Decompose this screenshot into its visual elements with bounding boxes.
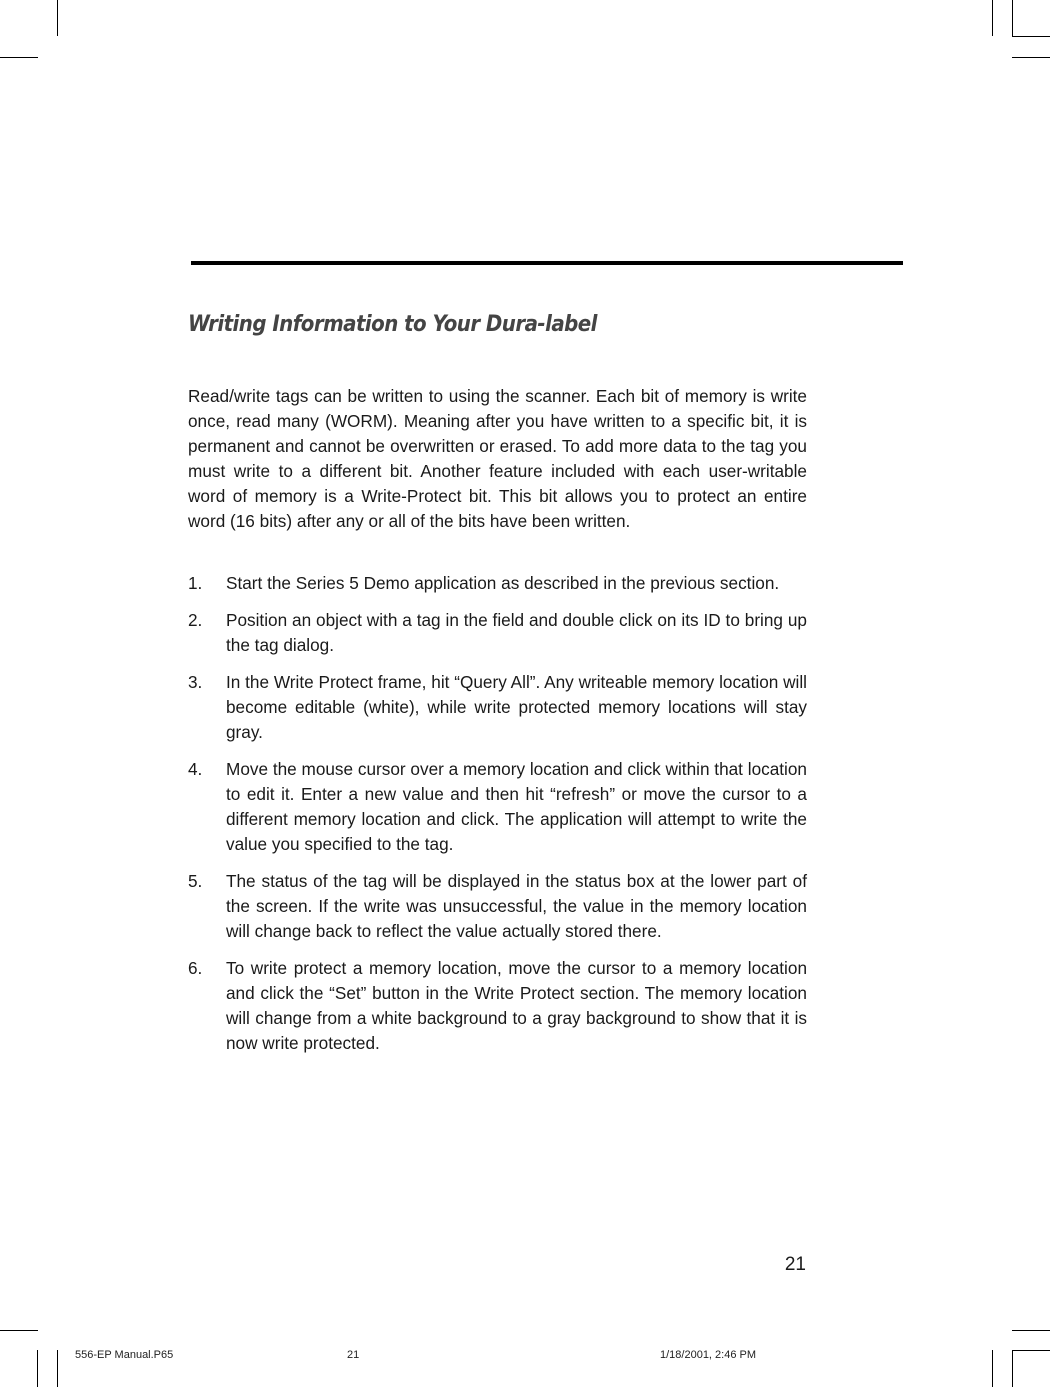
steps-list xyxy=(188,571,807,1068)
step-number: 5. xyxy=(188,871,203,891)
crop-mark-bottom-left-v2 xyxy=(57,1350,58,1387)
crop-mark-top-right-h xyxy=(1012,36,1050,37)
step-text: Position an object with a tag in the field and double click on its ID to bring up the tag dialog. xyxy=(226,610,807,655)
page-number: 21 xyxy=(784,1254,806,1275)
header-rule xyxy=(191,261,903,265)
crop-mark-bottom-right-h2 xyxy=(1012,1350,1050,1351)
list-item xyxy=(188,757,807,857)
slug-page: 21 xyxy=(347,1349,360,1361)
intro-paragraph: Read/write tags can be written to using the scanner. Each bit of memory is write once, read many (WORM). Meaning after you have written to a specific bit, it is permanent and cannot be overwritten or erased. To add more data to the tag you must write to a different bit. Another feature included with each user-writable word of memory is a Write-Protect bit. This bit allows you to protect an entire word (16 bits) after any or all of the bits have been written. xyxy=(188,386,807,531)
step-number: 3. xyxy=(188,672,203,692)
slug-timestamp: 1/18/2001, 2:46 PM xyxy=(660,1349,757,1361)
crop-mark-bottom-right-v2 xyxy=(1012,1350,1013,1387)
list-item xyxy=(188,571,807,596)
step-text: In the Write Protect frame, hit “Query All”. Any writeable memory location will become editable (white), while write protected memory locations will stay gray. xyxy=(226,672,807,742)
crop-mark-top-left-v xyxy=(57,0,58,36)
crop-mark-bottom-left-h xyxy=(0,1330,38,1331)
slug-filename: 556-EP Manual.P65 xyxy=(75,1349,174,1361)
step-number: 6. xyxy=(188,958,203,978)
step-text: To write protect a memory location, move the cursor to a memory location and click the “Set” button in the Write Protect section. The memory location will change from a white background to a gray background to show that it is now write protected. xyxy=(226,958,807,1053)
step-text: Start the Series 5 Demo application as described in the previous section. xyxy=(226,573,780,593)
crop-mark-top-right-v2 xyxy=(1012,0,1013,36)
list-item xyxy=(188,670,807,745)
crop-mark-top-right-v1 xyxy=(992,0,993,36)
step-number: 1. xyxy=(188,573,203,593)
step-number: 2. xyxy=(188,610,203,630)
step-number: 4. xyxy=(188,759,203,779)
crop-mark-top-left-h xyxy=(0,57,38,58)
list-item xyxy=(188,869,807,944)
list-item xyxy=(188,956,807,1056)
crop-mark-bottom-right-v xyxy=(992,1350,993,1387)
section-title: Writing Information to Your Dura-label xyxy=(188,312,597,337)
crop-mark-top-right-h2 xyxy=(1012,57,1050,58)
step-text: The status of the tag will be displayed in the status box at the lower part of the screen. If the write was unsuccessful, the value in the memory location will change back to reflect the value actually stored there. xyxy=(226,871,807,941)
crop-mark-bottom-right-h xyxy=(1012,1330,1050,1331)
crop-mark-bottom-left-v xyxy=(37,1350,38,1387)
step-text: Move the mouse cursor over a memory location and click within that location to edit it. Enter a new value and then hit “refresh” or move the cursor to a different memory location and click. The application will attempt to write the value you specified to the tag. xyxy=(226,759,807,854)
list-item xyxy=(188,608,807,658)
